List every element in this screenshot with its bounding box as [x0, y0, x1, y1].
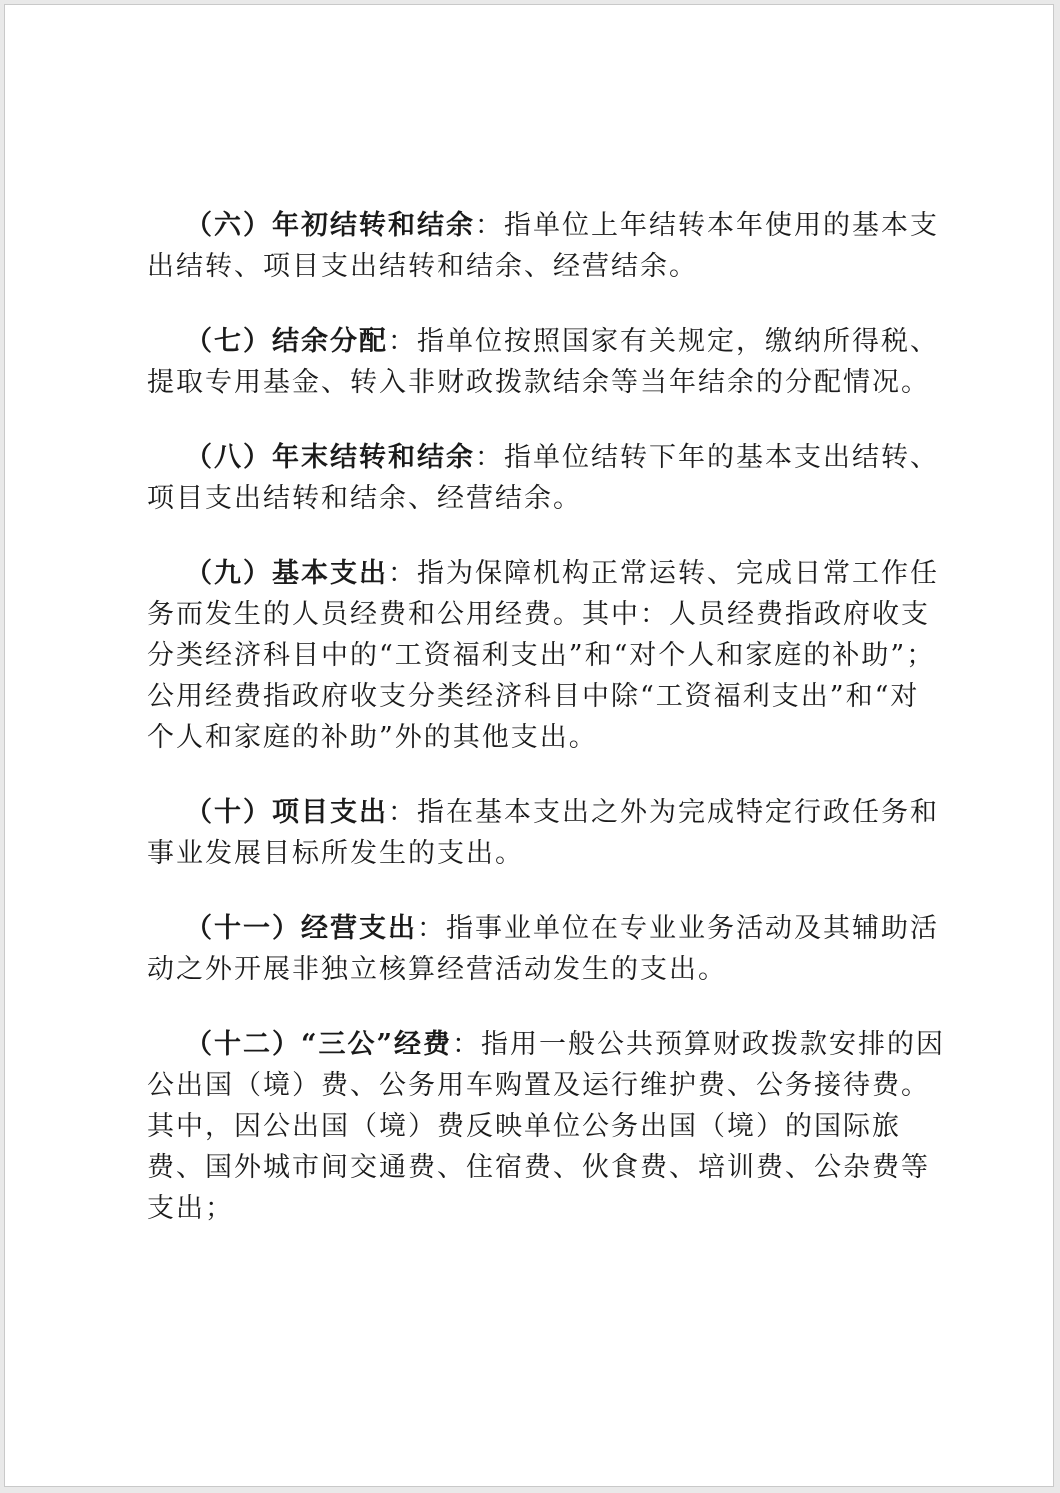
document-body — [147, 205, 947, 1263]
paragraph-12-heading: （十二）“三公”经费 — [185, 1029, 453, 1060]
paragraph-6-text: ：指单位上年结转本年使用的基本支出结转、项目支出结转和结余、经营结余。 — [147, 210, 939, 282]
paragraph-8-text: ：指单位结转下年的基本支出结转、项目支出结转和结余、经营结余。 — [147, 442, 939, 514]
paragraph-8-heading: （八）年末结转和结余 — [185, 442, 475, 473]
paragraph-6 — [147, 205, 947, 287]
paragraph-11-heading: （十一）经营支出 — [185, 913, 417, 944]
paragraph-11-text: ：指事业单位在专业业务活动及其辅助活动之外开展非独立核算经营活动发生的支出。 — [147, 913, 939, 985]
paragraph-9-text: ：指为保障机构正常运转、完成日常工作任务而发生的人员经费和公用经费。其中：人员经费指政府收支分类经济科目中的“工资福利支出”和“对个人和家庭的补助”；公用经费指政府收支分类经济科目中除“工资福利支出”和“对个人和家庭的补助”外的其他支出。 — [147, 558, 939, 753]
paragraph-12-text: ：指用一般公共预算财政拨款安排的因公出国（境）费、公务用车购置及运行维护费、公务接待费。其中，因公出国（境）费反映单位公务出国（境）的国际旅费、国外城市间交通费、住宿费、伙食费、培训费、公杂费等支出； — [147, 1029, 946, 1224]
paragraph-7 — [147, 321, 947, 403]
paragraph-9 — [147, 553, 947, 758]
paragraph-9-heading: （九）基本支出 — [185, 558, 388, 589]
paragraph-7-text: ：指单位按照国家有关规定，缴纳所得税、提取专用基金、转入非财政拨款结余等当年结余的分配情况。 — [147, 326, 939, 398]
paragraph-10-text: ：指在基本支出之外为完成特定行政任务和事业发展目标所发生的支出。 — [147, 797, 939, 869]
document-page — [4, 4, 1054, 1487]
paragraph-12 — [147, 1024, 947, 1229]
paragraph-7-heading: （七）结余分配 — [185, 326, 388, 357]
paragraph-8 — [147, 437, 947, 519]
paragraph-10-heading: （十）项目支出 — [185, 797, 388, 828]
paragraph-11 — [147, 908, 947, 990]
paragraph-10 — [147, 792, 947, 874]
paragraph-6-heading: （六）年初结转和结余 — [185, 210, 475, 241]
